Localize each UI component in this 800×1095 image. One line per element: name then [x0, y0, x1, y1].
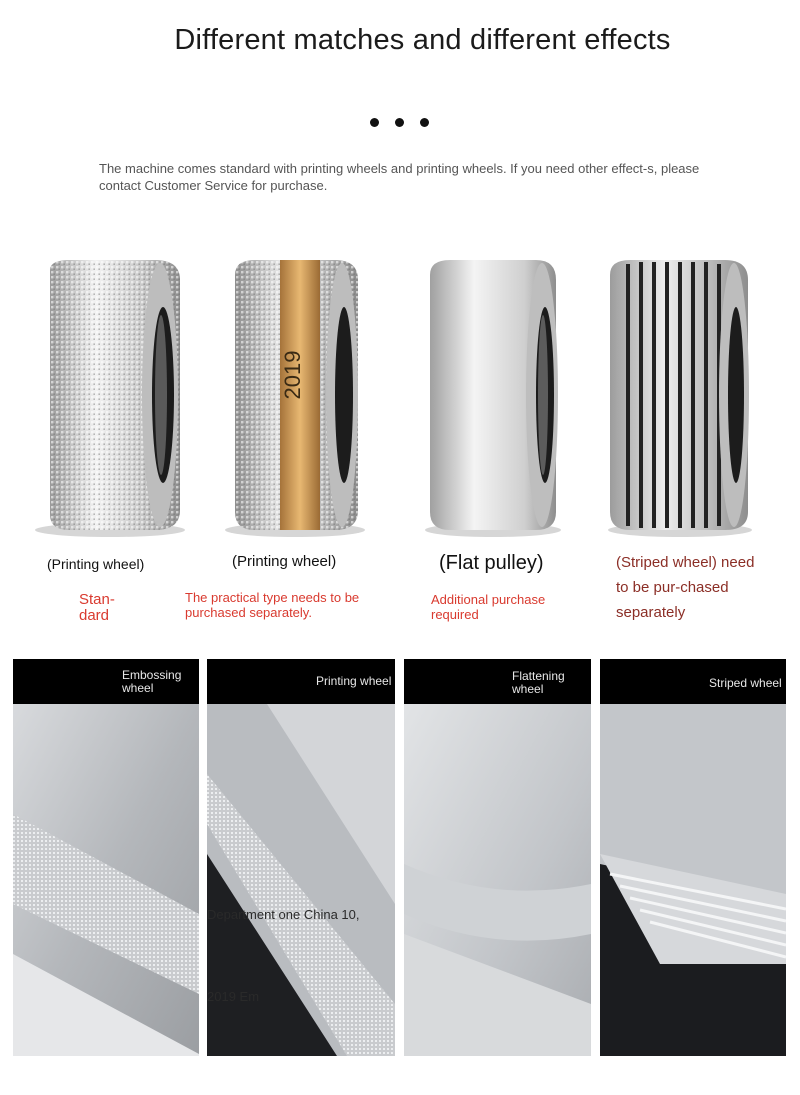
wheel-label-printing-1: (Printing wheel) [47, 556, 145, 572]
wheel-label-striped: (Striped wheel) need to be pur-chased separately [616, 554, 755, 621]
sample-label-printing: Printing wheel [316, 674, 392, 688]
sample-panel-striped [600, 659, 786, 1056]
striped-seal-image [600, 704, 786, 1056]
wheel-label-printing-2: (Printing wheel) [232, 553, 337, 570]
sample-label-flattening: Flattening wheel [512, 669, 565, 696]
knurled-wheel-icon [30, 250, 190, 550]
sample-panel-embossing [13, 659, 199, 1056]
overlay-text-2: 2019 Em [207, 989, 260, 1004]
striped-wheel-icon [600, 250, 760, 550]
date-printing-wheel-icon [220, 250, 370, 550]
overlay-text-1: Department one China 10, [207, 907, 360, 922]
flat-seal-image [404, 704, 591, 1056]
sample-panel-flattening [404, 659, 591, 1056]
sample-label-embossing: Embossing wheel [122, 668, 182, 695]
flat-pulley-icon [418, 250, 568, 550]
wheel-label-flat-pulley: (Flat pulley) [439, 552, 544, 574]
embossed-seal-image [13, 704, 199, 1056]
sample-label-striped: Striped wheel [709, 676, 782, 690]
separator-dots [370, 118, 430, 128]
note-purchase-separately: The practical type needs to be purchased separately. [185, 590, 360, 620]
note-standard: Stan-dard [79, 591, 115, 624]
note-additional-purchase: Additional purchase required [431, 592, 546, 622]
wheel-date-digits: 2019 [280, 350, 305, 400]
page-title: Different matches and different effects [174, 24, 671, 56]
intro-text: The machine comes standard with printing wheels and printing wheels. If you need other effect-s, please contact Customer Service for purchase. [99, 161, 700, 193]
